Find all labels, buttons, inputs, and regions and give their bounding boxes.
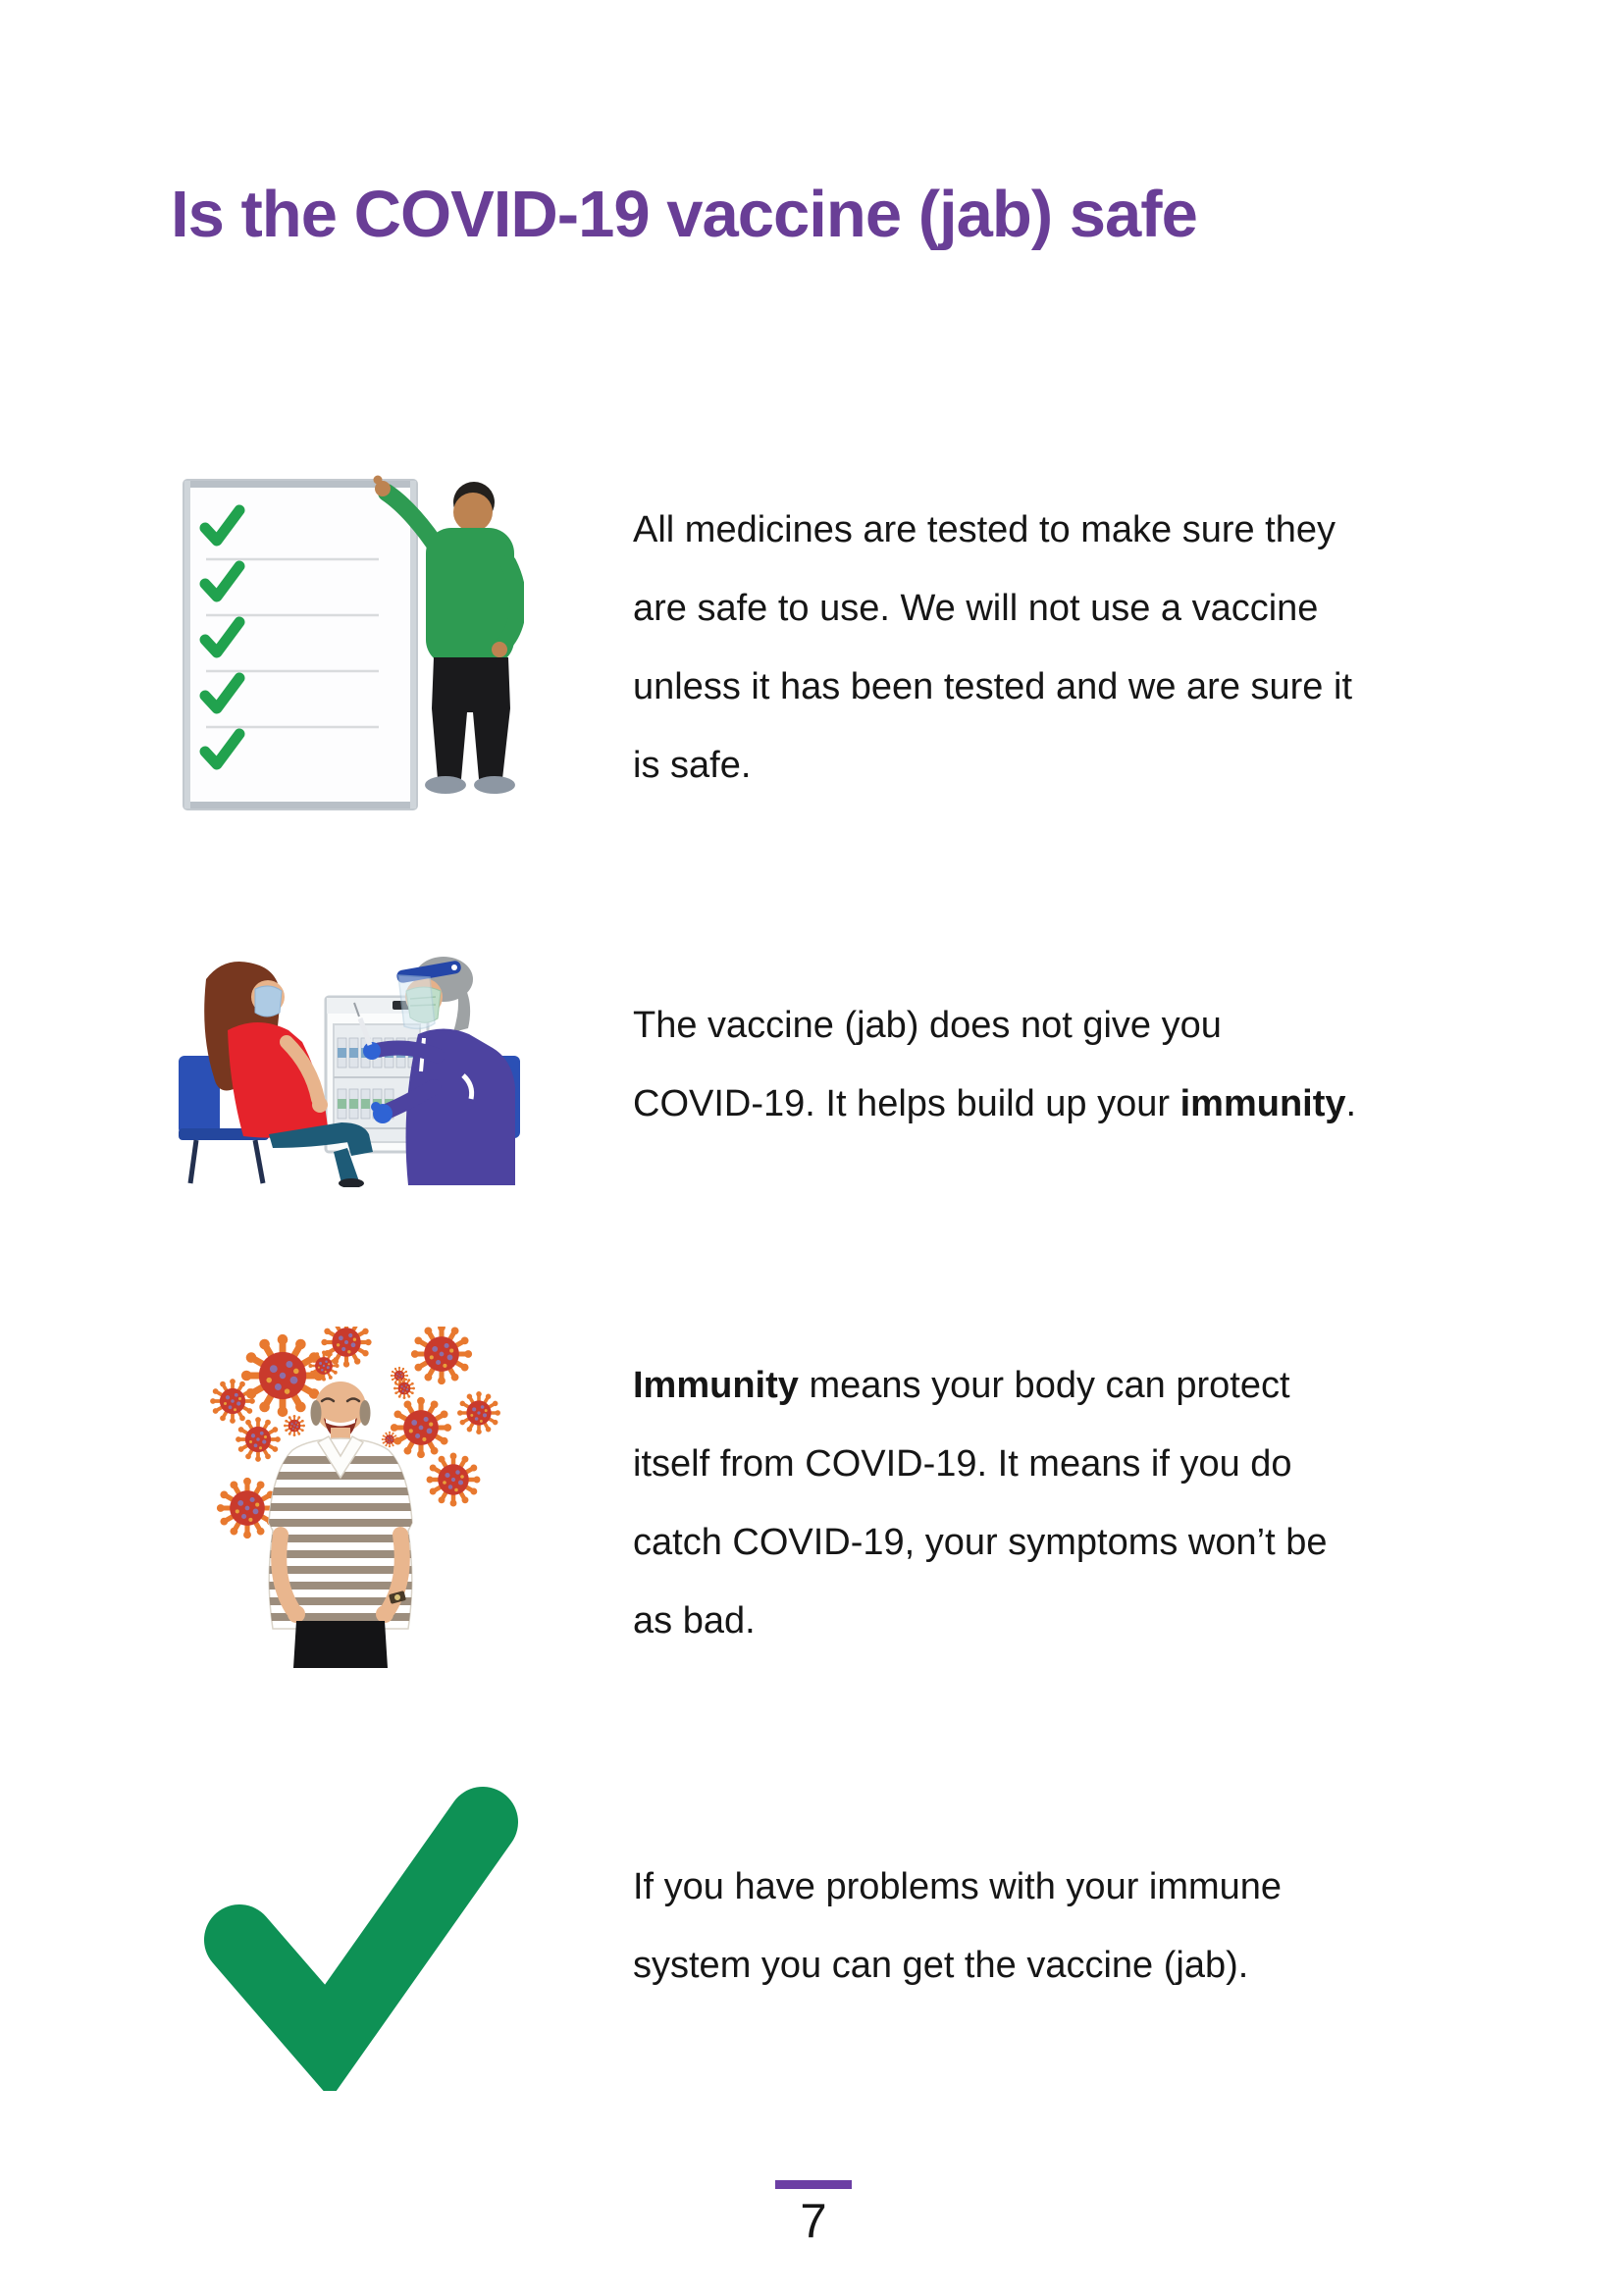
page-number: 7 [800, 2195, 827, 2248]
footer-divider [775, 2180, 852, 2189]
text-line: unless it has been tested and we are sure it [633, 666, 1353, 707]
text-line: If you have problems with your immune [633, 1866, 1283, 1907]
text-segment-bold: immunity [1179, 1083, 1346, 1124]
text-line: All medicines are tested to make sure they [633, 509, 1336, 550]
checklist-man-image [179, 473, 524, 818]
nurse-vaccinating-image [177, 940, 522, 1187]
text-line: catch COVID-19, your symptoms won’t be [633, 1522, 1328, 1563]
section-text-vaccine-immunity [633, 986, 1545, 1143]
text-segment: means your body can protect [798, 1365, 1290, 1406]
virus-man-image [198, 1327, 502, 1668]
text-line [633, 1065, 1545, 1143]
big-check-icon [179, 1751, 518, 2091]
text-line: is safe. [633, 745, 752, 786]
text-line [633, 1346, 1545, 1425]
text-segment: COVID-19. It helps build up your [633, 1083, 1180, 1124]
section-text-immunity-meaning [633, 1346, 1545, 1660]
immunity-man-illustration [198, 1327, 502, 1668]
checklist-board-icon [184, 481, 416, 808]
text-line: system you can get the vaccine (jab). [633, 1945, 1249, 1986]
text-line: are safe to use. We will not use a vaccine [633, 588, 1319, 629]
smiling-man-figure [257, 1382, 424, 1668]
page-title: Is the COVID-19 vaccine (jab) safe [171, 178, 1197, 251]
text-segment: . [1345, 1083, 1357, 1124]
green-tick-illustration [179, 1751, 518, 2091]
text-line: itself from COVID-19. It means if you do [633, 1443, 1292, 1485]
section-text-medicines-tested [633, 491, 1545, 805]
text-line: The vaccine (jab) does not give you [633, 1005, 1222, 1046]
text-segment-bold: Immunity [633, 1365, 799, 1406]
text-line: as bad. [633, 1600, 756, 1642]
section-text-immune-system [633, 1848, 1545, 2005]
checklist-man-illustration [179, 473, 524, 818]
vaccination-illustration [177, 940, 522, 1187]
